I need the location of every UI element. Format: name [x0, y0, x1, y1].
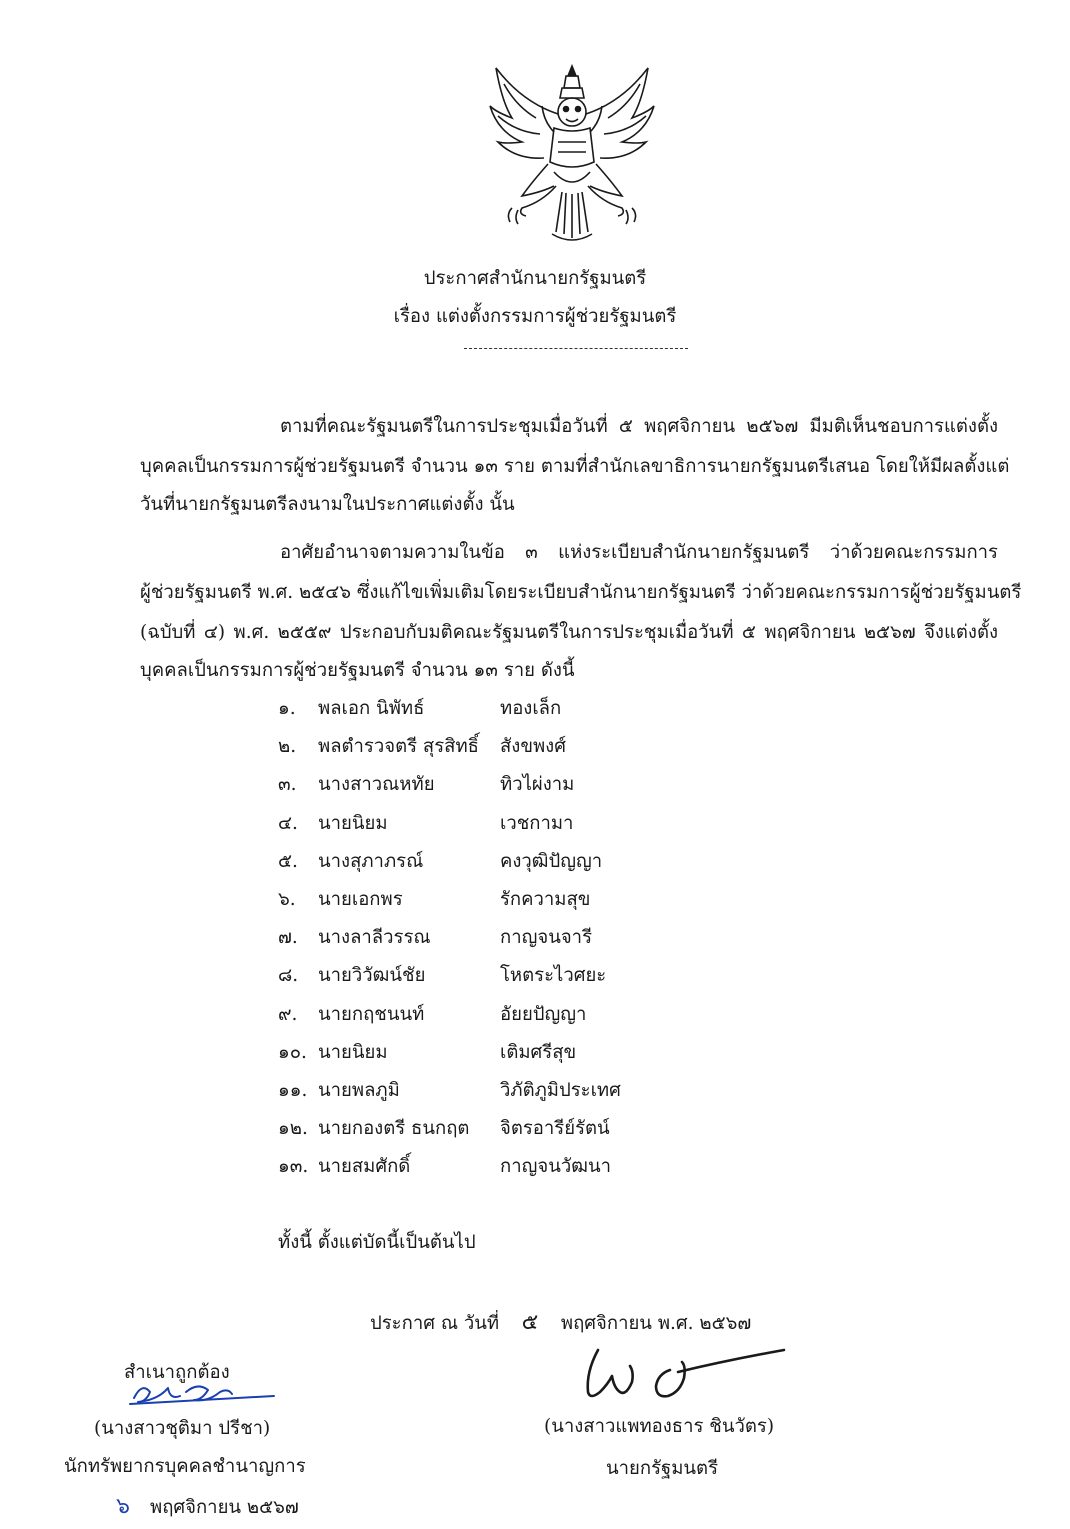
item-last-name: วิภัติภูมิประเทศ [500, 1080, 621, 1101]
certified-day: ๖ [116, 1494, 130, 1519]
item-number: ๕. [278, 851, 298, 872]
item-first-name: พลตำรวจตรี สุรสิทธิ์ [318, 736, 479, 757]
item-last-name: โหตระไวศยะ [500, 965, 607, 986]
announcement-month-year: พฤศจิกายน พ.ศ. ๒๕๖๗ [560, 1313, 752, 1334]
item-last-name: อัยยปัญญา [500, 1004, 587, 1025]
item-last-name: จิตรอารีย์รัตน์ [500, 1118, 610, 1139]
item-number: ๑๒. [278, 1118, 308, 1139]
item-last-name: ทิวไผ่งาม [500, 774, 575, 795]
title-divider [464, 348, 688, 349]
item-last-name: เติมศรีสุข [500, 1042, 577, 1063]
item-number: ๙. [278, 1004, 298, 1025]
item-number: ๖. [278, 889, 296, 910]
list-item [278, 732, 566, 758]
list-item [278, 1114, 610, 1140]
list-item [278, 1038, 576, 1064]
announcement-date [370, 1304, 751, 1339]
effective-clause: ทั้งนี้ ตั้งแต่บัดนี้เป็นต้นไป [278, 1232, 476, 1253]
item-first-name: นายกฤชนนท์ [318, 1004, 425, 1025]
list-item [278, 809, 573, 835]
item-first-name: นางลาลีวรรณ [318, 927, 431, 948]
certifier-position: นักทรัพยากรบุคคลชำนาญการ [64, 1456, 306, 1477]
item-first-name: นายกองตรี ธนกฤต [318, 1118, 470, 1139]
item-first-name: นายนิยม [318, 1042, 388, 1063]
list-item [278, 1152, 611, 1178]
item-last-name: ทองเล็ก [500, 698, 562, 719]
certified-month-year: พฤศจิกายน ๒๕๖๗ [150, 1497, 299, 1518]
signatory-name: (นางสาวแพทองธาร ชินวัตร) [544, 1416, 775, 1437]
list-item [278, 694, 561, 720]
certified-date [116, 1488, 299, 1523]
item-last-name: กาญจนจารี [500, 927, 593, 948]
certifier-name: (นางสาวชุติมา ปรีชา) [94, 1418, 271, 1439]
item-number: ๘. [278, 965, 299, 986]
announcement-subject: เรื่อง แต่งตั้งกรรมการผู้ช่วยรัฐมนตรี [393, 306, 677, 327]
paragraph2-line2: ผู้ช่วยรัฐมนตรี พ.ศ. ๒๕๔๖ ซึ่งแก้ไขเพิ่มเติมโดยระเบียบสำนักนายกรัฐมนตรี ว่าด้วยคณะกรรมการผู้ช่วยรัฐมนตรี [140, 582, 1022, 603]
item-last-name: คงวุฒิปัญญา [500, 851, 603, 872]
item-first-name: นางสุภาภรณ์ [318, 851, 424, 872]
certified-copy-label: สำเนาถูกต้อง [124, 1362, 230, 1383]
item-number: ๓. [278, 774, 297, 795]
item-first-name: นายสมศักดิ์ [318, 1156, 411, 1177]
item-first-name: พลเอก นิพัทธ์ [318, 698, 425, 719]
signature-icon [578, 1342, 788, 1404]
item-last-name: สังขพงศ์ [500, 736, 566, 757]
signatory-position: นายกรัฐมนตรี [606, 1458, 719, 1479]
announcement-day: ๕ [521, 1310, 539, 1335]
paragraph1-line1: ตามที่คณะรัฐมนตรีในการประชุมเมื่อวันที่ ๕ พฤศจิกายน ๒๕๖๗ มีมติเห็นชอบการแต่งตั้ง [280, 416, 998, 437]
item-number: ๔. [278, 813, 298, 834]
item-number: ๑. [278, 698, 296, 719]
list-item [278, 847, 602, 873]
item-first-name: นายเอกพร [318, 889, 403, 910]
list-item [278, 961, 606, 987]
item-last-name: กาญจนวัฒนา [500, 1156, 611, 1177]
item-number: ๑๐. [278, 1042, 307, 1063]
list-item [278, 1000, 586, 1026]
garuda-emblem-icon [482, 62, 662, 248]
item-first-name: นายพลภูมิ [318, 1080, 400, 1101]
item-first-name: นางสาวณหทัย [318, 774, 435, 795]
paragraph2-line3: (ฉบับที่ ๔) พ.ศ. ๒๕๕๙ ประกอบกับมติคณะรัฐมนตรีในการประชุมเมื่อวันที่ ๕ พฤศจิกายน ๒๕๖๗ จึงแต่งตั้ง [140, 622, 998, 643]
item-number: ๑๓. [278, 1156, 309, 1177]
announcement-date-prefix: ประกาศ ณ วันที่ [370, 1313, 500, 1334]
list-item [278, 885, 590, 911]
paragraph2-line4: บุคคลเป็นกรรมการผู้ช่วยรัฐมนตรี จำนวน ๑๓ ราย ดังนี้ [140, 660, 575, 681]
certifier-signature-icon [128, 1378, 278, 1408]
list-item [278, 923, 592, 949]
paragraph1-line3: วันที่นายกรัฐมนตรีลงนามในประกาศแต่งตั้ง นั้น [140, 494, 515, 515]
item-number: ๑๑. [278, 1080, 308, 1101]
paragraph2-line1: อาศัยอำนาจตามความในข้อ ๓ แห่งระเบียบสำนักนายกรัฐมนตรี ว่าด้วยคณะกรรมการ [280, 542, 998, 563]
paragraph1-line2: บุคคลเป็นกรรมการผู้ช่วยรัฐมนตรี จำนวน ๑๓ ราย ตามที่สำนักเลขาธิการนายกรัฐมนตรีเสนอ โดยให้มีผลตั้งแต่ [140, 456, 1010, 477]
item-first-name: นายวิวัฒน์ชัย [318, 965, 426, 986]
list-item [278, 1076, 621, 1102]
list-item [278, 770, 574, 796]
item-first-name: นายนิยม [318, 813, 388, 834]
item-number: ๗. [278, 927, 298, 948]
item-number: ๒. [278, 736, 297, 757]
item-last-name: รักความสุข [500, 889, 591, 910]
announcement-title: ประกาศสำนักนายกรัฐมนตรี [423, 268, 647, 289]
item-last-name: เวชกามา [500, 813, 574, 834]
